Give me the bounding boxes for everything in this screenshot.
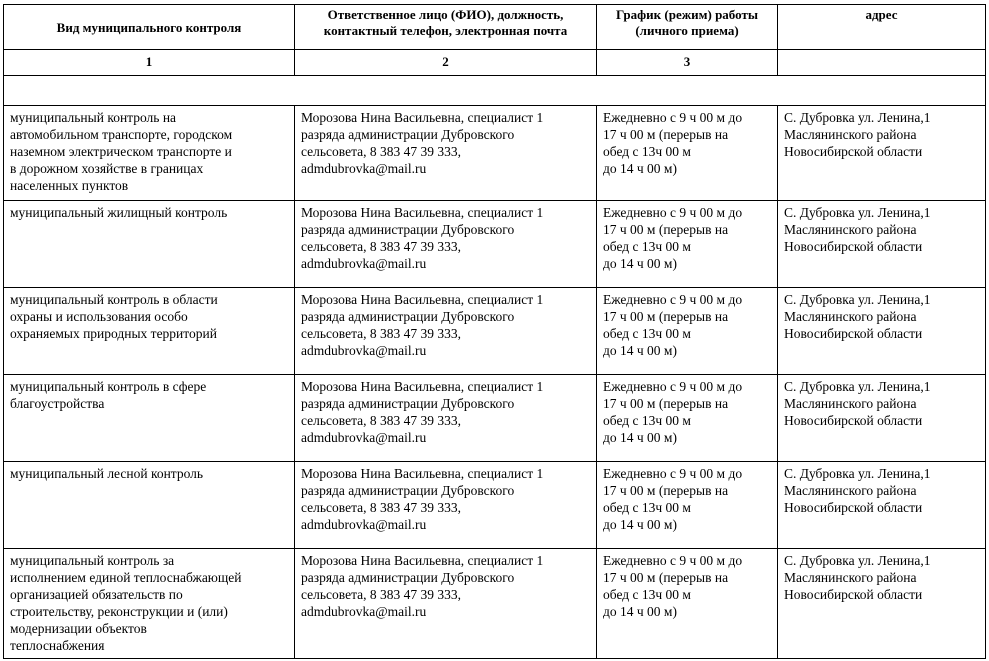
- table-row: [4, 288, 986, 375]
- cell-kind: муниципальный контроль за исполнением единой теплоснабжающей организацией обязательств по строительству, реконструкции и (или) модернизации объектов теплоснабжения: [4, 549, 295, 659]
- cell-address: С. Дубровка ул. Ленина,1 Маслянинского района Новосибирской области: [778, 106, 986, 201]
- column-number: [778, 50, 986, 76]
- cell-person: Морозова Нина Васильевна, специалист 1 разряда администрации Дубровского сельсовета, 8 383 47 39 333, admdubrovka@mail.ru: [295, 462, 597, 549]
- control-table: [3, 4, 986, 659]
- cell-person: Морозова Нина Васильевна, специалист 1 разряда администрации Дубровского сельсовета, 8 383 47 39 333, admdubrovka@mail.ru: [295, 201, 597, 288]
- cell-address: С. Дубровка ул. Ленина,1 Маслянинского района Новосибирской области: [778, 288, 986, 375]
- cell-schedule: Ежедневно с 9 ч 00 м до 17 ч 00 м (перерыв на обед с 13ч 00 м до 14 ч 00 м): [597, 462, 778, 549]
- cell-schedule: Ежедневно с 9 ч 00 м до 17 ч 00 м (перерыв на обед с 13ч 00 м до 14 ч 00 м): [597, 375, 778, 462]
- table-row: [4, 106, 986, 201]
- header-address: адрес: [778, 5, 986, 50]
- cell-schedule: Ежедневно с 9 ч 00 м до 17 ч 00 м (перерыв на обед с 13ч 00 м до 14 ч 00 м): [597, 549, 778, 659]
- table-row: [4, 201, 986, 288]
- column-number: 2: [295, 50, 597, 76]
- table-row: [4, 375, 986, 462]
- cell-address: С. Дубровка ул. Ленина,1 Маслянинского района Новосибирской области: [778, 549, 986, 659]
- cell-kind: муниципальный контроль на автомобильном транспорте, городском наземном электрическом транспорте и в дорожном хозяйстве в границах населенных пунктов: [4, 106, 295, 201]
- cell-address: С. Дубровка ул. Ленина,1 Маслянинского района Новосибирской области: [778, 201, 986, 288]
- column-number: 1: [4, 50, 295, 76]
- header-person: Ответственное лицо (ФИО), должность, контактный телефон, электронная почта: [295, 5, 597, 50]
- header-schedule: График (режим) работы (личного приема): [597, 5, 778, 50]
- blank-cell: [4, 76, 986, 106]
- cell-kind: муниципальный жилищный контроль: [4, 201, 295, 288]
- cell-schedule: Ежедневно с 9 ч 00 м до 17 ч 00 м (перерыв на обед с 13ч 00 м до 14 ч 00 м): [597, 288, 778, 375]
- header-row: [4, 5, 986, 50]
- cell-person: Морозова Нина Васильевна, специалист 1 разряда администрации Дубровского сельсовета, 8 383 47 39 333, admdubrovka@mail.ru: [295, 549, 597, 659]
- header-kind: Вид муниципального контроля: [4, 5, 295, 50]
- cell-kind: муниципальный контроль в области охраны и использования особо охраняемых природных территорий: [4, 288, 295, 375]
- cell-kind: муниципальный контроль в сфере благоустройства: [4, 375, 295, 462]
- column-number: 3: [597, 50, 778, 76]
- cell-person: Морозова Нина Васильевна, специалист 1 разряда администрации Дубровского сельсовета, 8 383 47 39 333, admdubrovka@mail.ru: [295, 375, 597, 462]
- blank-row: [4, 76, 986, 106]
- cell-address: С. Дубровка ул. Ленина,1 Маслянинского района Новосибирской области: [778, 375, 986, 462]
- cell-schedule: Ежедневно с 9 ч 00 м до 17 ч 00 м (перерыв на обед с 13ч 00 м до 14 ч 00 м): [597, 106, 778, 201]
- cell-person: Морозова Нина Васильевна, специалист 1 разряда администрации Дубровского сельсовета, 8 383 47 39 333, admdubrovka@mail.ru: [295, 106, 597, 201]
- cell-person: Морозова Нина Васильевна, специалист 1 разряда администрации Дубровского сельсовета, 8 383 47 39 333, admdubrovka@mail.ru: [295, 288, 597, 375]
- table-row: [4, 462, 986, 549]
- column-number-row: [4, 50, 986, 76]
- cell-kind: муниципальный лесной контроль: [4, 462, 295, 549]
- cell-address: С. Дубровка ул. Ленина,1 Маслянинского района Новосибирской области: [778, 462, 986, 549]
- cell-schedule: Ежедневно с 9 ч 00 м до 17 ч 00 м (перерыв на обед с 13ч 00 м до 14 ч 00 м): [597, 201, 778, 288]
- table-row: [4, 549, 986, 659]
